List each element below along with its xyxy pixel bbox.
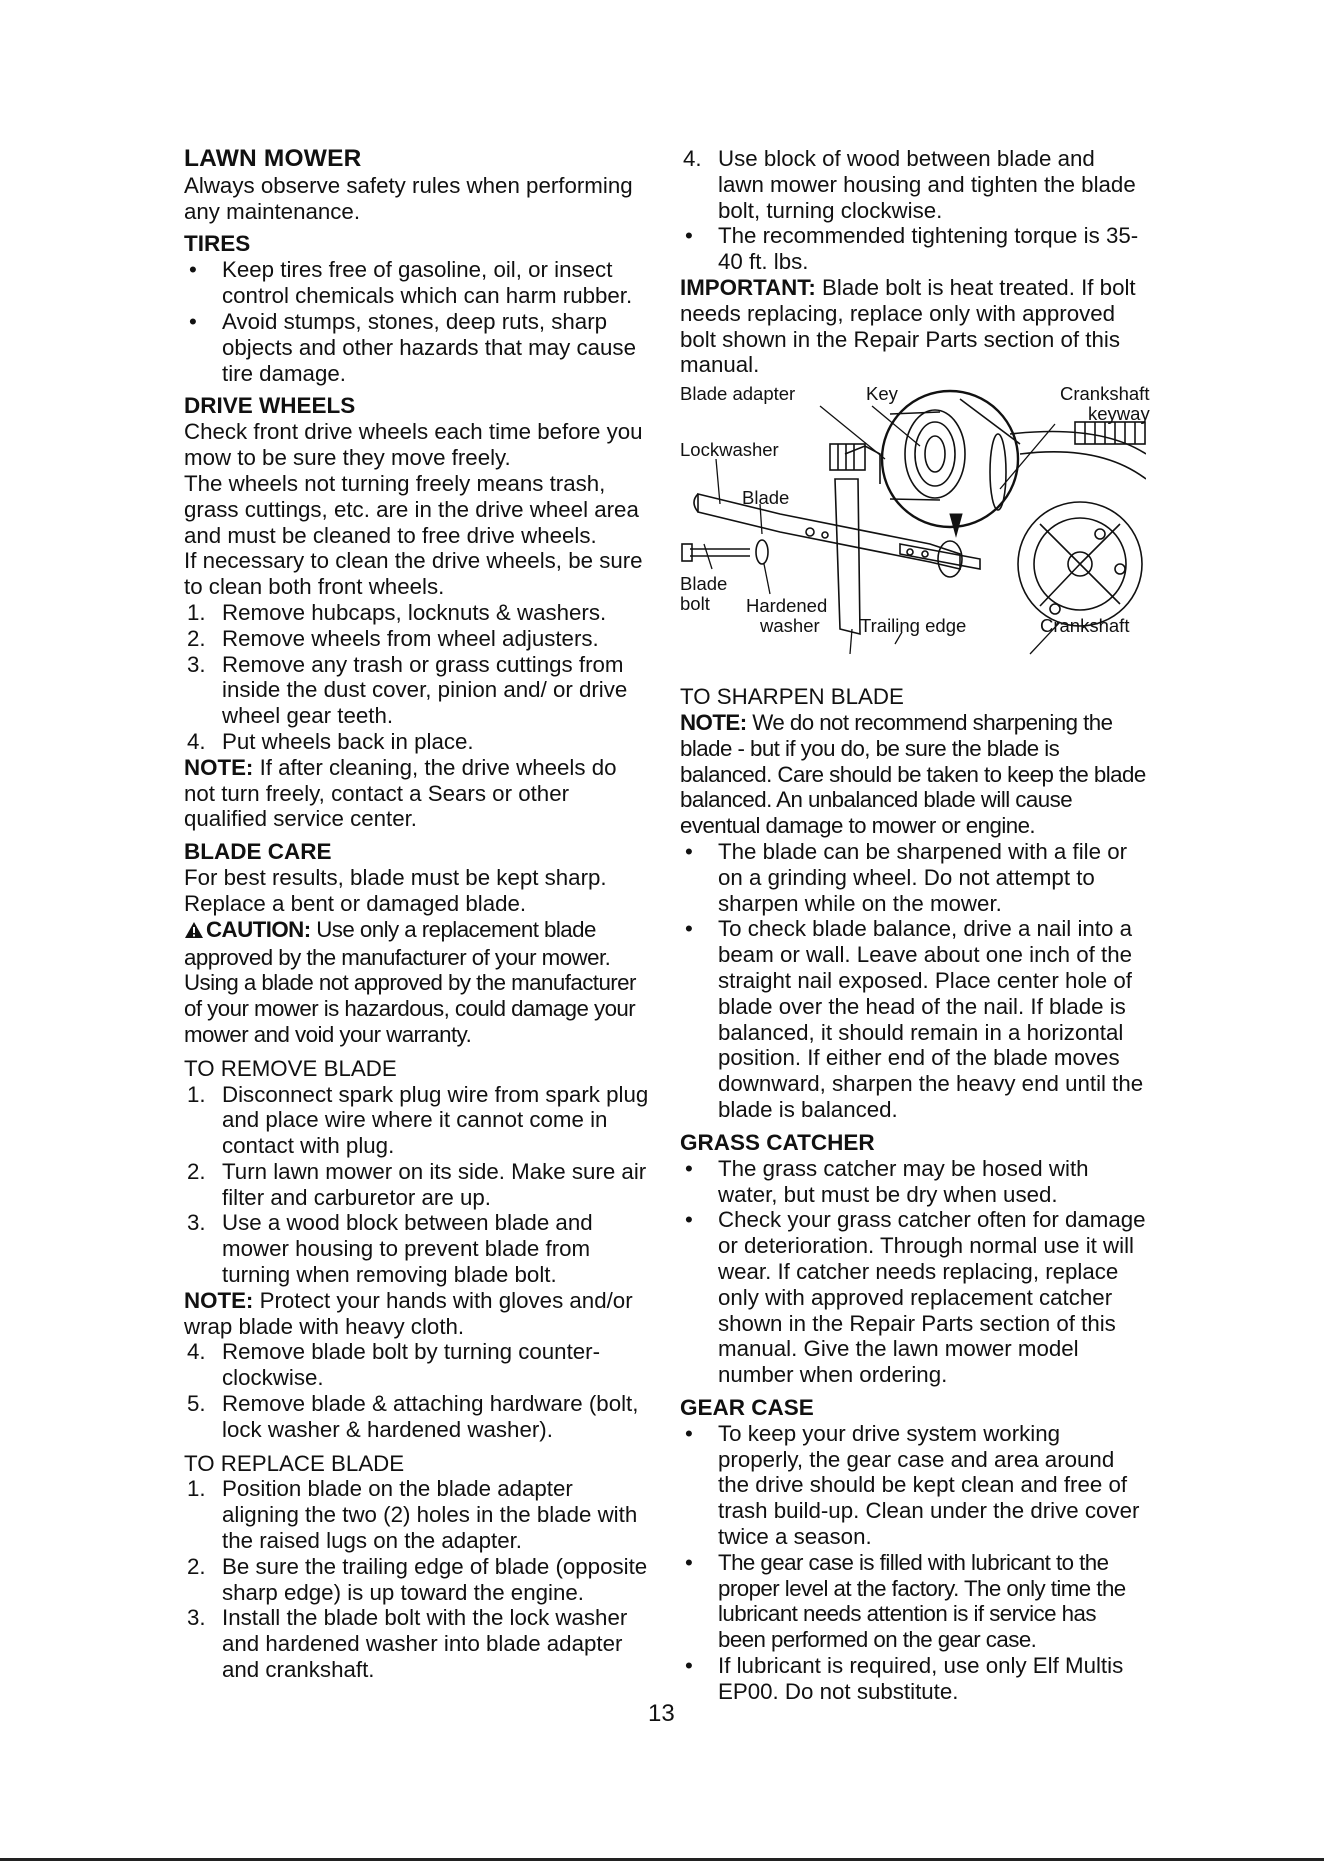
grass-catcher-heading: GRASS CATCHER — [680, 1129, 875, 1155]
list-item: • Avoid stumps, stones, deep ruts, sharp objects and other hazards that may cause tire damage. — [189, 308, 636, 386]
important-text: IMPORTANT: Blade bolt is heat treated. If bolt needs replacing, replace only with approved bolt shown in the Repair Parts section of this manual. — [680, 274, 1136, 378]
list-item: • The grass catcher may be hosed with water, but must be dry when used. — [685, 1155, 1089, 1207]
blade-care-heading: BLADE CARE — [184, 839, 332, 865]
list-item: 2. Turn lawn mower on its side. Make sure air filter and carburetor are up. — [187, 1158, 647, 1210]
list-item: 2. Be sure the trailing edge of blade (opposite sharp edge) is up toward the engine. — [187, 1553, 648, 1605]
sharpen-heading: TO SHARPEN BLADE — [680, 684, 904, 710]
blade-bolt-label: Blade — [680, 573, 728, 595]
replace-blade-steps — [184, 1476, 650, 1682]
bullet-dot-icon: • — [685, 1653, 693, 1679]
drive-wheels-steps — [184, 600, 650, 755]
drive-wheels-text: The wheels not turning freely means trash, grass cuttings, etc. are in the drive wheel area and must be cleaned to free drive wheels. — [184, 470, 639, 548]
blade-assembly-diagram — [680, 383, 1150, 684]
hardened-washer-label: Hardened — [746, 595, 828, 617]
remove-blade-heading: TO REMOVE BLADE — [184, 1055, 397, 1081]
list-item: 5. Remove blade & attaching hardware (bolt, lock washer & hardened washer). — [187, 1391, 639, 1442]
drive-wheels-note: NOTE: If after cleaning, the drive wheels do not turn freely, contact a Sears or other qualified service center. — [184, 754, 617, 832]
list-item: • The recommended tightening torque is 35-40 ft. lbs. — [685, 223, 1139, 275]
remove-blade-steps — [184, 1082, 650, 1288]
lockwasher-label: Lockwasher — [680, 439, 779, 461]
blade-care-text: For best results, blade must be kept sharp. Replace a bent or damaged blade. — [184, 865, 607, 916]
list-item: 3. Remove any trash or grass cuttings from inside the dust cover, pinion and/ or drive wheel gear teeth. — [187, 651, 628, 729]
crankshaft-keyway-label: Crankshaft — [1060, 383, 1150, 405]
left-column — [184, 146, 650, 1683]
bullet-dot-icon: • — [189, 308, 197, 334]
blade-label: Blade — [742, 487, 790, 509]
bullet-dot-icon: • — [685, 1420, 693, 1446]
list-item: • The gear case is filled with lubricant to the proper level at the factory. The only time the lubricant needs attention is if service has been performed on the gear case. — [685, 1549, 1126, 1653]
blade-assembly-illustration — [680, 384, 1146, 684]
torque-list — [680, 223, 1146, 275]
list-item: • If lubricant is required, use only Elf Multis EP00. Do not substitute. — [685, 1653, 1124, 1704]
bullet-dot-icon: • — [685, 916, 693, 942]
sharpen-list — [680, 839, 1146, 1123]
key-label: Key — [866, 383, 898, 405]
list-item: 1. Disconnect spark plug wire from spark plug and place wire where it cannot come in contact with plug. — [187, 1081, 649, 1159]
right-column — [680, 146, 1150, 1705]
list-item: 1. Remove hubcaps, locknuts & washers. — [187, 599, 607, 625]
list-item: 4. Use block of wood between blade and lawn mower housing and tighten the blade bolt, turning clockwise. — [683, 146, 1136, 223]
page-number: 13 — [648, 1700, 675, 1727]
drive-wheels-heading: DRIVE WHEELS — [184, 393, 356, 419]
warning-triangle-icon — [184, 919, 204, 945]
gear-case-list — [680, 1421, 1146, 1705]
drive-wheels-text: If necessary to clean the drive wheels, be sure to clean both front wheels. — [184, 548, 643, 600]
section-title: LAWN MOWER — [184, 145, 362, 172]
bullet-dot-icon: • — [685, 1207, 693, 1233]
tires-heading: TIRES — [184, 231, 251, 257]
list-item: 4. Remove blade bolt by turning counter-clockwise. — [187, 1339, 601, 1391]
list-item: 3. Install the blade bolt with the lock washer and hardened washer into blade adapter and crankshaft. — [187, 1605, 628, 1683]
drive-wheels-text: Check front drive wheels each time before you mow to be sure they move freely. — [184, 419, 643, 471]
crankshaft-label: Crankshaft — [1040, 615, 1130, 637]
list-item: • The blade can be sharpened with a file or on a grinding wheel. Do not attempt to sharpen while on the mower. — [685, 838, 1128, 916]
bullet-dot-icon: • — [685, 223, 693, 249]
bullet-dot-icon: • — [189, 257, 197, 283]
blade-adapter-label: Blade adapter — [680, 383, 796, 405]
gear-case-heading: GEAR CASE — [680, 1394, 814, 1420]
bullet-dot-icon: • — [685, 1155, 693, 1181]
list-item: 2. Remove wheels from wheel adjusters. — [187, 625, 599, 651]
bullet-dot-icon: • — [685, 1549, 693, 1575]
list-item: • To check blade balance, drive a nail into a beam or wall. Leave about one inch of the straight nail exposed. Place center hole of blade over the head of the nail. If blade is balanced, it should remain in a horizontal position. If either end of the blade moves downward, sharpen the heavy end until the blade is balanced. — [685, 916, 1144, 1122]
intro-text: Always observe safety rules when performing any maintenance. — [184, 172, 633, 224]
list-item: • Check your grass catcher often for damage or deterioration. Through normal use it will wear. If catcher needs replacing, replace only with approved replacement catcher shown in the Repair Parts section of this manual. Give the lawn mower model number when ordering. — [685, 1207, 1146, 1388]
hardened-washer-label: washer — [760, 615, 820, 637]
blade-bolt-label: bolt — [680, 593, 710, 615]
caution-text: CAUTION: Use only a replacement blade approved by the manufacturer of your mower. Using a blade not approved by the manufacturer of your mower is hazardous, could damage your mower and void your warranty. — [184, 916, 636, 1047]
remove-blade-note: NOTE: Protect your hands with gloves and/or wrap blade with heavy cloth. — [184, 1287, 633, 1339]
grass-catcher-list — [680, 1156, 1146, 1388]
list-item: 3. Use a wood block between blade and mower housing to prevent blade from turning when removing blade bolt. — [187, 1210, 593, 1288]
page-bottom-rule — [0, 1858, 1324, 1861]
bullet-dot-icon: • — [685, 838, 693, 864]
replace-blade-steps-continued — [680, 146, 1146, 223]
remove-blade-steps — [184, 1339, 650, 1442]
list-item: • Keep tires free of gasoline, oil, or insect control chemicals which can harm rubber. — [189, 257, 633, 309]
sharpen-note: NOTE: We do not recommend sharpening the blade - but if you do, be sure the blade is balanced. Care should be taken to keep the blade balanced. An unbalanced blade will cause eventual damage to mower or engine. — [680, 709, 1146, 839]
tires-list — [184, 257, 650, 386]
replace-blade-heading: TO REPLACE BLADE — [184, 1450, 405, 1476]
trailing-edge-label: Trailing edge — [860, 615, 967, 637]
list-item: • To keep your drive system working properly, the gear case and area around the drive should be kept clean and free of trash build-up. Clean under the drive cover twice a season. — [685, 1420, 1140, 1550]
list-item: 4. Put wheels back in place. — [187, 728, 474, 754]
list-item: 1. Position blade on the blade adapter aligning the two (2) holes in the blade with the raised lugs on the adapter. — [187, 1476, 638, 1554]
crankshaft-keyway-label: keyway — [1088, 403, 1150, 425]
